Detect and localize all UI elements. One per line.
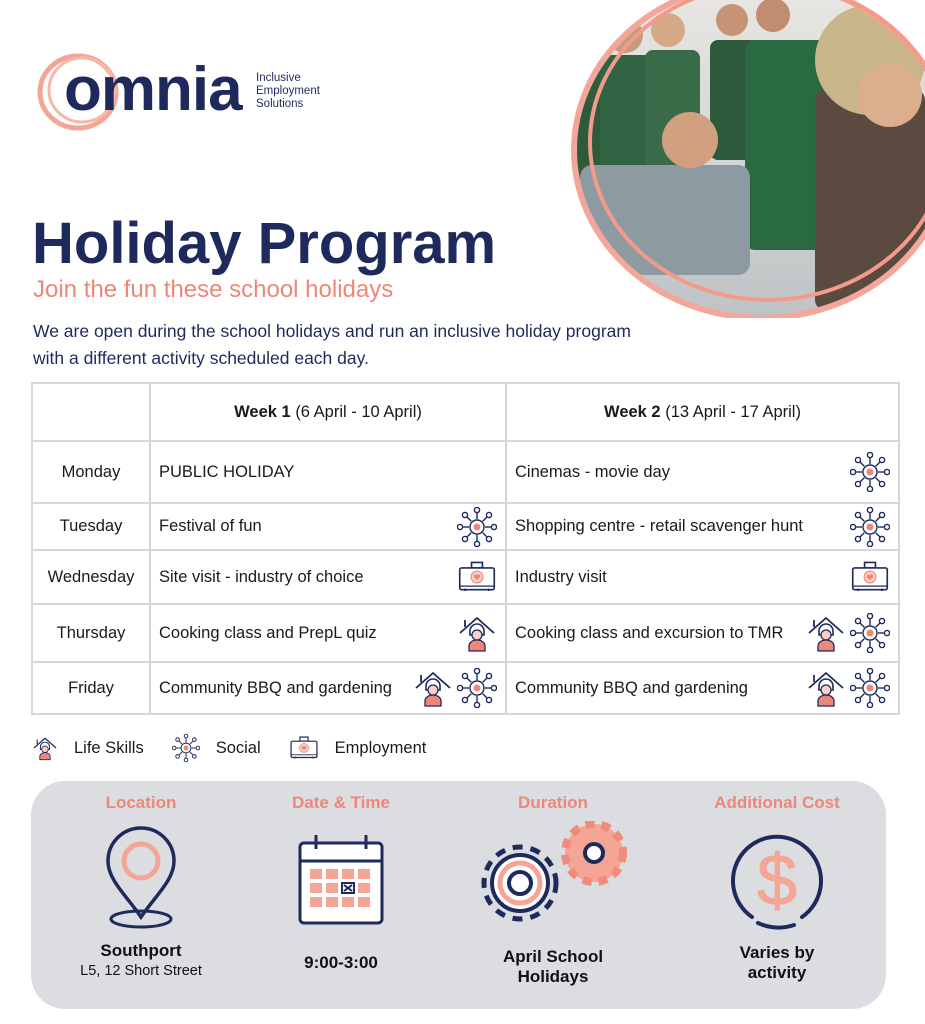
corner-cell (32, 383, 150, 441)
activity-cell (150, 503, 506, 550)
page-title: Holiday Program (32, 211, 497, 276)
page-subtitle: Join the fun these school holidays (33, 276, 394, 303)
social-icon (457, 507, 497, 547)
calendar-icon (296, 831, 386, 931)
activity-cell (150, 550, 506, 604)
employment-icon (457, 557, 497, 597)
activity-cell (506, 604, 899, 662)
life-skills-icon (457, 613, 497, 653)
activity-text: Festival of fun (159, 517, 262, 535)
activity-text: Cooking class and excursion to TMR (515, 623, 784, 642)
week1-header: Week 1 (6 April - 10 April) (150, 383, 506, 441)
social-icon (457, 668, 497, 708)
activity-cell (506, 550, 899, 604)
table-row (32, 503, 899, 550)
datetime-column (231, 793, 451, 973)
table-row (32, 550, 899, 604)
group-photo (540, 0, 925, 318)
life-skills-icon (413, 668, 453, 708)
location-column (31, 793, 251, 979)
day-label: Wednesday (32, 550, 150, 604)
svg-text:$: $ (756, 841, 798, 921)
location-value: Southport (100, 941, 182, 960)
day-label: Tuesday (32, 503, 150, 550)
datetime-value: 9:00-3:00 (304, 953, 378, 972)
location-heading: Location (105, 793, 177, 812)
activity-text: PUBLIC HOLIDAY (159, 462, 295, 481)
duration-heading: Duration (518, 793, 588, 812)
table-row (32, 662, 899, 714)
activity-cell (150, 662, 506, 714)
duration-value: April School Holidays (502, 947, 604, 986)
omnia-logo (34, 50, 334, 134)
life-skills-icon (32, 735, 66, 761)
logo-tagline: Inclusive Employment Solutions (256, 72, 320, 110)
cost-column (667, 793, 887, 983)
activity-text: Cooking class and PrepL quiz (159, 623, 377, 642)
activity-cell (506, 441, 899, 503)
life-skills-icon (806, 668, 846, 708)
day-label: Friday (32, 662, 150, 714)
table-row (32, 441, 899, 503)
cost-heading: Additional Cost (714, 793, 840, 812)
social-icon (850, 668, 890, 708)
info-panel (31, 781, 886, 1009)
week2-header: Week 2 (13 April - 17 April) (506, 383, 899, 441)
employment-icon (289, 733, 327, 763)
social-icon (172, 734, 208, 762)
life-skills-icon (806, 613, 846, 653)
day-label: Monday (32, 441, 150, 503)
activity-cell (150, 441, 506, 503)
schedule-table (31, 382, 900, 715)
activity-text: Community BBQ and gardening (159, 678, 392, 697)
duration-column (443, 793, 663, 987)
activity-text: Cinemas - movie day (515, 462, 670, 481)
schedule-header-row (32, 383, 899, 441)
legend-life-skills: Life Skills (32, 735, 144, 761)
dollar-icon (722, 825, 832, 935)
activity-text: Site visit - industry of choice (159, 567, 364, 586)
legend (32, 733, 454, 763)
activity-cell (506, 503, 899, 550)
activity-cell (506, 662, 899, 714)
activity-text: Shopping centre - retail scavenger hunt (515, 517, 804, 535)
logo-wordmark: omnia (64, 55, 242, 124)
day-label: Thursday (32, 604, 150, 662)
cost-value: Varies by activity (739, 943, 815, 982)
table-row (32, 604, 899, 662)
datetime-heading: Date & Time (292, 793, 390, 812)
location-detail: L5, 12 Short Street (80, 963, 202, 979)
social-icon (850, 507, 890, 547)
social-icon (850, 452, 890, 492)
location-pin-icon (96, 825, 186, 935)
employment-icon (850, 557, 890, 597)
gears-icon (468, 821, 638, 931)
social-icon (850, 613, 890, 653)
intro-paragraph: We are open during the school holidays and run an inclusive holiday program with a different activity scheduled each day. (33, 321, 631, 368)
legend-social: Social (172, 734, 261, 762)
activity-cell (150, 604, 506, 662)
activity-text: Industry visit (515, 567, 607, 586)
activity-text: Community BBQ and gardening (515, 678, 748, 697)
legend-employment: Employment (289, 733, 427, 763)
